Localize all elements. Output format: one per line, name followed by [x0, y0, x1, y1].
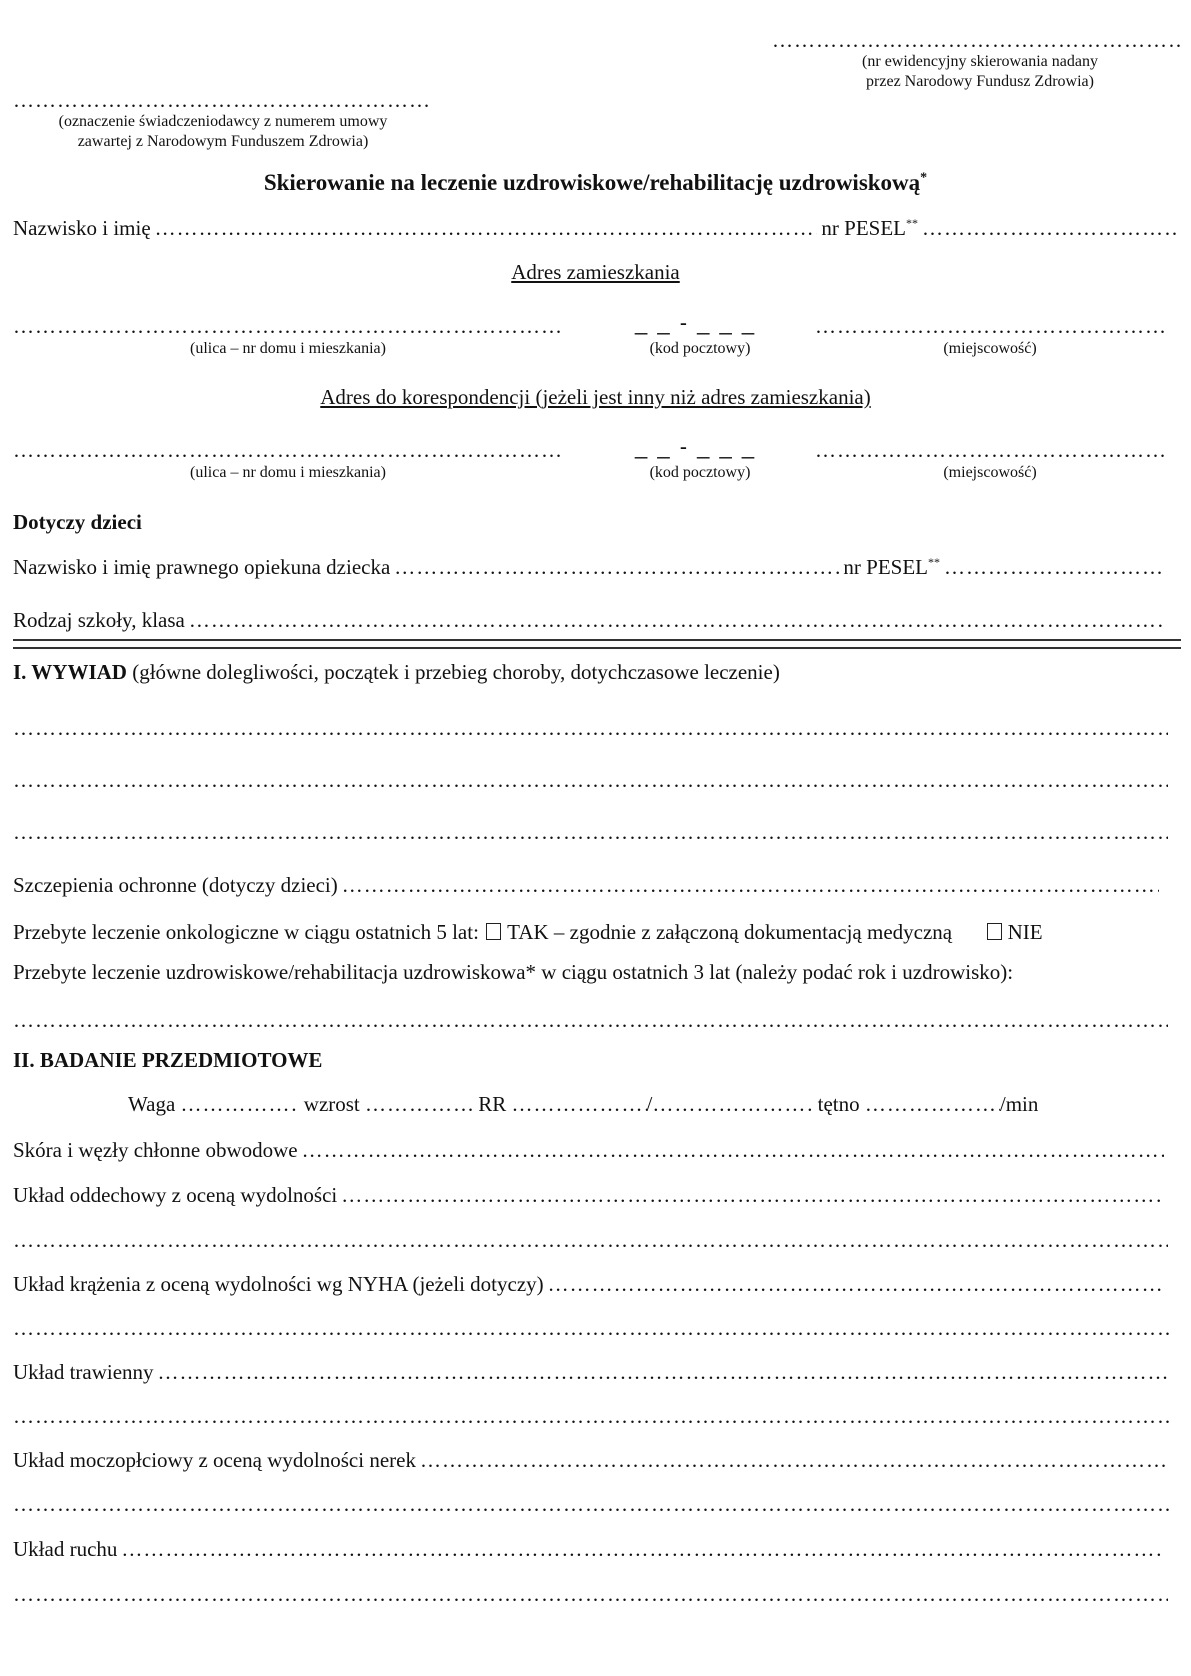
oncology-no-label: NIE — [1007, 920, 1043, 944]
guardian-pesel-label — [843, 555, 940, 580]
correspondence-postal-field[interactable]: _ _ - _ _ _ — [635, 434, 757, 459]
patient-name-row — [13, 216, 1181, 241]
pesel-label-text: nr PESEL — [821, 216, 906, 240]
children-heading: Dotyczy dzieci — [13, 510, 142, 534]
locomotor-field[interactable] — [121, 1537, 1164, 1562]
patient-name-field[interactable] — [155, 216, 818, 241]
correspondence-city-field[interactable] — [815, 438, 1165, 463]
provider-caption-line1: (oznaczenie świadczeniodawcy z numerem umowy — [58, 113, 388, 130]
document-title — [0, 170, 1191, 196]
urogenital-label: Układ moczopłciowy z oceną wydolności nerek — [13, 1448, 416, 1472]
correspondence-street-caption: (ulica – nr domu i mieszkania) — [190, 464, 386, 481]
pulse-unit: /min — [999, 1092, 1039, 1116]
patient-name-label: Nazwisko i imię — [13, 216, 151, 240]
height-field[interactable] — [365, 1092, 473, 1117]
interview-line-2[interactable] — [13, 768, 1168, 793]
weight-label: Waga — [128, 1092, 176, 1116]
digestive-label: Układ trawienny — [13, 1360, 154, 1384]
provider-caption-line2: zawartej z Narodowym Funduszem Zdrowia) — [77, 133, 369, 150]
circulatory-row — [13, 1272, 1168, 1297]
patient-pesel-field[interactable] — [922, 216, 1177, 241]
residence-postal-caption: (kod pocztowy) — [649, 340, 751, 357]
residence-city-field[interactable] — [815, 314, 1165, 339]
guardian-name-field[interactable] — [394, 555, 839, 580]
oncology-row — [13, 920, 1043, 945]
nfz-number-field[interactable] — [772, 28, 1182, 53]
residence-street-field[interactable] — [13, 314, 563, 339]
nfz-number-caption — [800, 52, 1160, 92]
skin-field[interactable] — [302, 1138, 1164, 1163]
oncology-yes-checkbox[interactable] — [486, 923, 501, 940]
school-label: Rodzaj szkoły, klasa — [13, 608, 185, 632]
correspondence-city-caption: (miejscowość) — [943, 464, 1037, 481]
guardian-pesel-text: nr PESEL — [843, 555, 928, 579]
section-separator — [13, 639, 1181, 649]
pesel-mark: ** — [906, 216, 918, 230]
school-field[interactable] — [189, 608, 1164, 633]
spa-history-field[interactable] — [13, 1008, 1168, 1033]
spa-history-text: Przebyte leczenie uzdrowiskowe/rehabilitacja uzdrowiskowa* w ciągu ostatnich 3 lat (należy podać rok i uzdrowisko): — [13, 960, 1014, 984]
digestive-row — [13, 1360, 1173, 1385]
respiratory-field[interactable] — [341, 1183, 1164, 1208]
vitals-row — [128, 1092, 1038, 1117]
digestive-field[interactable] — [158, 1360, 1169, 1385]
rr-diastolic-field[interactable] — [652, 1092, 812, 1117]
section1-heading-rest: (główne dolegliwości, początek i przebieg choroby, dotychczasowe leczenie) — [132, 660, 780, 684]
section1-heading — [13, 660, 780, 685]
respiratory-row — [13, 1183, 1168, 1208]
respiratory-label: Układ oddechowy z oceną wydolności — [13, 1183, 338, 1207]
provider-caption — [13, 112, 433, 152]
guardian-pesel-mark: ** — [928, 555, 940, 569]
vaccinations-row — [13, 873, 1163, 898]
circulatory-field[interactable] — [548, 1272, 1164, 1297]
urogenital-row — [13, 1448, 1173, 1473]
locomotor-label: Układ ruchu — [13, 1537, 118, 1561]
locomotor-field-2[interactable] — [13, 1582, 1168, 1607]
rr-systolic-field[interactable] — [512, 1092, 647, 1117]
vaccinations-label: Szczepienia ochronne (dotyczy dzieci) — [13, 873, 338, 897]
residence-heading: Adres zamieszkania — [511, 260, 680, 284]
correspondence-postal-caption: (kod pocztowy) — [649, 464, 751, 481]
pulse-label: tętno — [817, 1092, 860, 1116]
oncology-label: Przebyte leczenie onkologiczne w ciągu ostatnich 5 lat: — [13, 920, 479, 944]
patient-pesel-label — [821, 216, 918, 241]
pulse-field[interactable] — [865, 1092, 1000, 1117]
guardian-pesel-field[interactable] — [944, 555, 1164, 580]
residence-street-caption: (ulica – nr domu i mieszkania) — [190, 340, 386, 357]
locomotor-row — [13, 1537, 1168, 1562]
nfz-caption-line2: przez Narodowy Fundusz Zdrowia) — [866, 73, 1094, 90]
nfz-caption-line1: (nr ewidencyjny skierowania nadany — [862, 53, 1098, 70]
interview-line-3[interactable] — [13, 820, 1168, 845]
guardian-row — [13, 555, 1168, 580]
section2-heading: II. BADANIE PRZEDMIOTOWE — [13, 1048, 323, 1072]
height-label: wzrost — [303, 1092, 360, 1116]
digestive-field-2[interactable] — [13, 1404, 1173, 1429]
residence-postal-field[interactable]: _ _ - _ _ _ — [635, 310, 757, 335]
title-text: Skierowanie na leczenie uzdrowiskowe/rehabilitację uzdrowiskową — [263, 170, 921, 195]
weight-field[interactable] — [181, 1092, 299, 1117]
title-mark: * — [920, 170, 928, 186]
rr-separator: / — [646, 1092, 653, 1116]
guardian-label: Nazwisko i imię prawnego opiekuna dziecka — [13, 555, 391, 579]
provider-field[interactable] — [13, 88, 433, 113]
correspondence-heading: Adres do korespondencji (jeżeli jest inny niż adres zamieszkania) — [320, 385, 871, 409]
urogenital-field-2[interactable] — [13, 1492, 1173, 1517]
section1-heading-bold: I. WYWIAD — [13, 660, 127, 684]
skin-row — [13, 1138, 1168, 1163]
oncology-no-checkbox[interactable] — [987, 923, 1002, 940]
urogenital-field[interactable] — [420, 1448, 1169, 1473]
vaccinations-field[interactable] — [342, 873, 1159, 898]
oncology-yes-label: TAK – zgodnie z załączoną dokumentacją medyczną — [507, 920, 953, 944]
skin-label: Skóra i węzły chłonne obwodowe — [13, 1138, 298, 1162]
correspondence-street-field[interactable] — [13, 438, 563, 463]
residence-city-caption: (miejscowość) — [943, 340, 1037, 357]
rr-label: RR — [478, 1092, 507, 1116]
circulatory-field-2[interactable] — [13, 1316, 1173, 1341]
interview-line-1[interactable] — [13, 716, 1168, 741]
school-row — [13, 608, 1168, 633]
circulatory-label: Układ krążenia z oceną wydolności wg NYHA (jeżeli dotyczy) — [13, 1272, 544, 1296]
respiratory-field-2[interactable] — [13, 1228, 1168, 1253]
